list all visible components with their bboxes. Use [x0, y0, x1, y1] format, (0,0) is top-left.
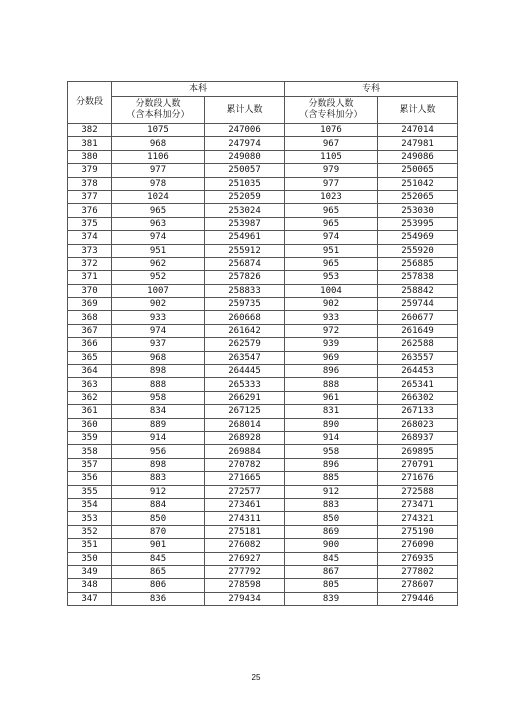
- table-row: [68, 512, 458, 525]
- cell-benke-count: 834: [112, 405, 205, 418]
- cell-zhuanke-cumulative: 263557: [378, 351, 458, 364]
- table-row: [68, 539, 458, 552]
- cell-zhuanke-cumulative: 247014: [378, 124, 458, 137]
- table-row: [68, 485, 458, 498]
- cell-zhuanke-cumulative: 274321: [378, 512, 458, 525]
- cell-zhuanke-cumulative: 253030: [378, 204, 458, 217]
- table-body: [68, 124, 458, 606]
- cell-benke-cumulative: 275181: [205, 525, 285, 538]
- cell-benke-cumulative: 278598: [205, 579, 285, 592]
- cell-zhuanke-cumulative: 273471: [378, 498, 458, 511]
- cell-benke-count: 933: [112, 311, 205, 324]
- cell-zhuanke-count: 965: [285, 257, 378, 270]
- table-row: [68, 472, 458, 485]
- score-distribution-table: [67, 81, 458, 606]
- cell-benke-cumulative: 269884: [205, 445, 285, 458]
- cell-benke-count: 968: [112, 137, 205, 150]
- table-row: [68, 378, 458, 391]
- cell-benke-cumulative: 255912: [205, 244, 285, 257]
- cell-benke-count: 914: [112, 431, 205, 444]
- table-row: [68, 324, 458, 337]
- cell-score: 367: [68, 324, 112, 337]
- cell-score: 375: [68, 217, 112, 230]
- cell-zhuanke-cumulative: 261649: [378, 324, 458, 337]
- cell-benke-cumulative: 270782: [205, 458, 285, 471]
- cell-zhuanke-cumulative: 255920: [378, 244, 458, 257]
- cell-zhuanke-count: 902: [285, 298, 378, 311]
- table-row: [68, 552, 458, 565]
- cell-score: 353: [68, 512, 112, 525]
- cell-zhuanke-count: 1105: [285, 150, 378, 163]
- cell-zhuanke-count: 974: [285, 231, 378, 244]
- cell-zhuanke-cumulative: 271676: [378, 472, 458, 485]
- table-row: [68, 217, 458, 230]
- cell-benke-cumulative: 277792: [205, 565, 285, 578]
- cell-benke-cumulative: 262579: [205, 338, 285, 351]
- cell-benke-count: 1024: [112, 190, 205, 203]
- cell-score: 351: [68, 539, 112, 552]
- cell-benke-count: 968: [112, 351, 205, 364]
- cell-zhuanke-cumulative: 268937: [378, 431, 458, 444]
- header-benke-cumulative: 累计人数: [205, 97, 285, 124]
- cell-benke-cumulative: 272577: [205, 485, 285, 498]
- cell-score: 362: [68, 391, 112, 404]
- cell-zhuanke-count: 972: [285, 324, 378, 337]
- cell-zhuanke-cumulative: 269895: [378, 445, 458, 458]
- cell-benke-count: 889: [112, 418, 205, 431]
- cell-zhuanke-cumulative: 264453: [378, 365, 458, 378]
- cell-zhuanke-count: 965: [285, 217, 378, 230]
- cell-zhuanke-cumulative: 276090: [378, 539, 458, 552]
- table-row: [68, 231, 458, 244]
- cell-zhuanke-count: 914: [285, 431, 378, 444]
- cell-score: 350: [68, 552, 112, 565]
- cell-benke-count: 965: [112, 204, 205, 217]
- cell-benke-cumulative: 249080: [205, 150, 285, 163]
- cell-benke-count: 937: [112, 338, 205, 351]
- cell-score: 376: [68, 204, 112, 217]
- table-row: [68, 458, 458, 471]
- header-group-zhuanke: 专科: [285, 82, 458, 97]
- cell-score: 352: [68, 525, 112, 538]
- cell-zhuanke-cumulative: 262588: [378, 338, 458, 351]
- cell-zhuanke-count: 961: [285, 391, 378, 404]
- cell-zhuanke-cumulative: 275190: [378, 525, 458, 538]
- cell-score: 359: [68, 431, 112, 444]
- cell-benke-cumulative: 263547: [205, 351, 285, 364]
- cell-zhuanke-cumulative: 259744: [378, 298, 458, 311]
- cell-score: 374: [68, 231, 112, 244]
- cell-zhuanke-cumulative: 251042: [378, 177, 458, 190]
- cell-score: 356: [68, 472, 112, 485]
- header-zhuanke-count: 分数段人数 （含专科加分）: [285, 97, 378, 124]
- table-row: [68, 204, 458, 217]
- cell-score: 379: [68, 164, 112, 177]
- cell-zhuanke-count: 912: [285, 485, 378, 498]
- cell-score: 354: [68, 498, 112, 511]
- cell-zhuanke-cumulative: 254969: [378, 231, 458, 244]
- cell-score: 371: [68, 271, 112, 284]
- cell-benke-count: 958: [112, 391, 205, 404]
- cell-zhuanke-count: 1076: [285, 124, 378, 137]
- cell-zhuanke-cumulative: 270791: [378, 458, 458, 471]
- cell-zhuanke-cumulative: 272588: [378, 485, 458, 498]
- header-group-benke: 本科: [112, 82, 285, 97]
- cell-benke-count: 883: [112, 472, 205, 485]
- cell-zhuanke-cumulative: 278607: [378, 579, 458, 592]
- cell-zhuanke-cumulative: 266302: [378, 391, 458, 404]
- cell-score: 364: [68, 365, 112, 378]
- cell-zhuanke-cumulative: 260677: [378, 311, 458, 324]
- cell-benke-count: 884: [112, 498, 205, 511]
- cell-zhuanke-count: 839: [285, 592, 378, 605]
- table-row: [68, 579, 458, 592]
- cell-benke-cumulative: 276927: [205, 552, 285, 565]
- cell-score: 358: [68, 445, 112, 458]
- cell-score: 347: [68, 592, 112, 605]
- table-row: [68, 592, 458, 605]
- cell-benke-count: 956: [112, 445, 205, 458]
- cell-benke-cumulative: 276082: [205, 539, 285, 552]
- cell-zhuanke-count: 1023: [285, 190, 378, 203]
- cell-score: 361: [68, 405, 112, 418]
- cell-score: 365: [68, 351, 112, 364]
- cell-zhuanke-cumulative: 250065: [378, 164, 458, 177]
- cell-score: 349: [68, 565, 112, 578]
- cell-zhuanke-cumulative: 252065: [378, 190, 458, 203]
- cell-zhuanke-count: 933: [285, 311, 378, 324]
- cell-zhuanke-count: 805: [285, 579, 378, 592]
- cell-score: 363: [68, 378, 112, 391]
- header-benke-count: 分数段人数 （含本科加分）: [112, 97, 205, 124]
- cell-benke-cumulative: 247974: [205, 137, 285, 150]
- table-row: [68, 365, 458, 378]
- table-row: [68, 498, 458, 511]
- cell-benke-count: 952: [112, 271, 205, 284]
- page-number: 25: [251, 673, 261, 682]
- cell-zhuanke-count: 969: [285, 351, 378, 364]
- cell-zhuanke-count: 850: [285, 512, 378, 525]
- cell-benke-count: 898: [112, 458, 205, 471]
- cell-zhuanke-cumulative: 276935: [378, 552, 458, 565]
- cell-zhuanke-count: 977: [285, 177, 378, 190]
- cell-zhuanke-count: 831: [285, 405, 378, 418]
- cell-benke-cumulative: 268928: [205, 431, 285, 444]
- cell-benke-count: 901: [112, 539, 205, 552]
- cell-benke-cumulative: 261642: [205, 324, 285, 337]
- cell-zhuanke-count: 890: [285, 418, 378, 431]
- cell-benke-count: 974: [112, 231, 205, 244]
- cell-score: 370: [68, 284, 112, 297]
- cell-score: 380: [68, 150, 112, 163]
- cell-score: 381: [68, 137, 112, 150]
- cell-zhuanke-count: 951: [285, 244, 378, 257]
- table-row: [68, 150, 458, 163]
- table-row: [68, 311, 458, 324]
- cell-benke-count: 865: [112, 565, 205, 578]
- cell-score: 378: [68, 177, 112, 190]
- cell-zhuanke-count: 958: [285, 445, 378, 458]
- cell-benke-count: 902: [112, 298, 205, 311]
- table-row: [68, 351, 458, 364]
- cell-zhuanke-cumulative: 265341: [378, 378, 458, 391]
- cell-benke-cumulative: 260668: [205, 311, 285, 324]
- cell-score: 355: [68, 485, 112, 498]
- cell-benke-cumulative: 273461: [205, 498, 285, 511]
- cell-benke-count: 1007: [112, 284, 205, 297]
- cell-benke-cumulative: 258833: [205, 284, 285, 297]
- cell-benke-count: 978: [112, 177, 205, 190]
- table-row: [68, 445, 458, 458]
- cell-benke-cumulative: 257826: [205, 271, 285, 284]
- cell-benke-count: 974: [112, 324, 205, 337]
- cell-zhuanke-cumulative: 257838: [378, 271, 458, 284]
- cell-zhuanke-count: 867: [285, 565, 378, 578]
- cell-benke-cumulative: 247006: [205, 124, 285, 137]
- table-row: [68, 257, 458, 270]
- cell-zhuanke-count: 896: [285, 365, 378, 378]
- cell-score: 382: [68, 124, 112, 137]
- cell-benke-count: 850: [112, 512, 205, 525]
- cell-benke-count: 898: [112, 365, 205, 378]
- table-row: [68, 565, 458, 578]
- cell-score: 357: [68, 458, 112, 471]
- cell-benke-cumulative: 250057: [205, 164, 285, 177]
- cell-zhuanke-count: 869: [285, 525, 378, 538]
- cell-zhuanke-count: 883: [285, 498, 378, 511]
- cell-zhuanke-cumulative: 253995: [378, 217, 458, 230]
- table-row: [68, 405, 458, 418]
- cell-zhuanke-count: 888: [285, 378, 378, 391]
- table-row: [68, 391, 458, 404]
- table-row: [68, 431, 458, 444]
- cell-zhuanke-cumulative: 267133: [378, 405, 458, 418]
- header-score-band: 分数段: [68, 82, 112, 124]
- cell-benke-count: 977: [112, 164, 205, 177]
- cell-score: 368: [68, 311, 112, 324]
- cell-zhuanke-cumulative: 279446: [378, 592, 458, 605]
- cell-zhuanke-count: 845: [285, 552, 378, 565]
- table-row: [68, 284, 458, 297]
- cell-benke-cumulative: 265333: [205, 378, 285, 391]
- cell-benke-cumulative: 271665: [205, 472, 285, 485]
- cell-benke-cumulative: 279434: [205, 592, 285, 605]
- table-row: [68, 338, 458, 351]
- cell-score: 360: [68, 418, 112, 431]
- cell-score: 366: [68, 338, 112, 351]
- cell-zhuanke-count: 896: [285, 458, 378, 471]
- cell-benke-count: 870: [112, 525, 205, 538]
- cell-zhuanke-cumulative: 258842: [378, 284, 458, 297]
- cell-zhuanke-count: 967: [285, 137, 378, 150]
- cell-zhuanke-cumulative: 249086: [378, 150, 458, 163]
- table-row: [68, 525, 458, 538]
- cell-benke-count: 806: [112, 579, 205, 592]
- cell-score: 377: [68, 190, 112, 203]
- cell-zhuanke-cumulative: 277802: [378, 565, 458, 578]
- cell-benke-cumulative: 266291: [205, 391, 285, 404]
- cell-zhuanke-cumulative: 247981: [378, 137, 458, 150]
- table-row: [68, 190, 458, 203]
- cell-benke-count: 912: [112, 485, 205, 498]
- cell-benke-cumulative: 252059: [205, 190, 285, 203]
- cell-benke-cumulative: 253024: [205, 204, 285, 217]
- cell-score: 369: [68, 298, 112, 311]
- table-row: [68, 137, 458, 150]
- table-row: [68, 124, 458, 137]
- table-row: [68, 164, 458, 177]
- cell-zhuanke-count: 979: [285, 164, 378, 177]
- cell-benke-count: 1106: [112, 150, 205, 163]
- header-zhuanke-cumulative: 累计人数: [378, 97, 458, 124]
- cell-benke-cumulative: 256874: [205, 257, 285, 270]
- cell-benke-cumulative: 254961: [205, 231, 285, 244]
- cell-score: 348: [68, 579, 112, 592]
- cell-score: 372: [68, 257, 112, 270]
- cell-zhuanke-count: 953: [285, 271, 378, 284]
- table-row: [68, 298, 458, 311]
- cell-benke-count: 845: [112, 552, 205, 565]
- cell-zhuanke-count: 939: [285, 338, 378, 351]
- cell-benke-count: 951: [112, 244, 205, 257]
- cell-benke-count: 836: [112, 592, 205, 605]
- table-row: [68, 177, 458, 190]
- table-row: [68, 418, 458, 431]
- cell-zhuanke-count: 900: [285, 539, 378, 552]
- cell-score: 373: [68, 244, 112, 257]
- table-row: [68, 271, 458, 284]
- cell-benke-count: 963: [112, 217, 205, 230]
- cell-benke-cumulative: 268014: [205, 418, 285, 431]
- cell-benke-cumulative: 259735: [205, 298, 285, 311]
- cell-zhuanke-count: 965: [285, 204, 378, 217]
- cell-benke-cumulative: 253987: [205, 217, 285, 230]
- cell-zhuanke-cumulative: 268023: [378, 418, 458, 431]
- cell-benke-cumulative: 267125: [205, 405, 285, 418]
- cell-benke-cumulative: 274311: [205, 512, 285, 525]
- cell-benke-cumulative: 251035: [205, 177, 285, 190]
- cell-zhuanke-count: 885: [285, 472, 378, 485]
- cell-zhuanke-count: 1004: [285, 284, 378, 297]
- cell-benke-count: 1075: [112, 124, 205, 137]
- cell-benke-cumulative: 264445: [205, 365, 285, 378]
- cell-benke-count: 888: [112, 378, 205, 391]
- cell-benke-count: 962: [112, 257, 205, 270]
- table-row: [68, 244, 458, 257]
- cell-zhuanke-cumulative: 256885: [378, 257, 458, 270]
